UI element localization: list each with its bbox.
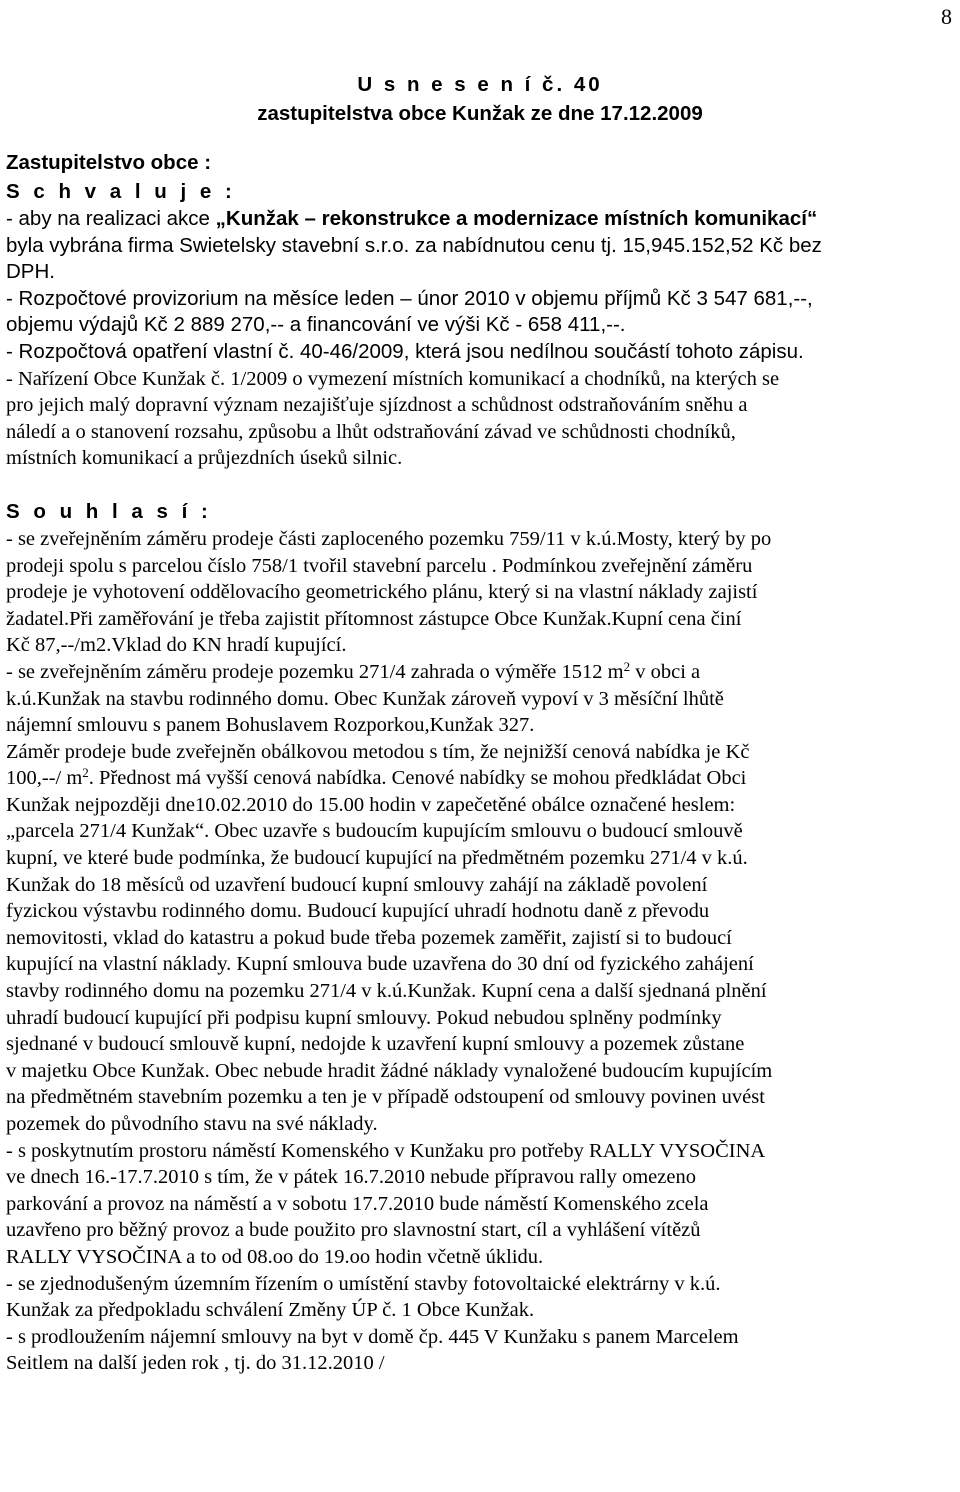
souhlasi-heading: S o u h l a s í :: [6, 499, 212, 523]
souhlasi-item-1: - se zveřejněním záměru prodeje části zaploceného pozemku 759/11 v k.ú.Mosty, který by po prodeji spolu s parcelou číslo 758/1 tvořil stavební parcelu . Podmínkou zveřejnění záměru prodeje je vyhotovení oddělovacího geometrického plánu, který si na vlastní náklady zajistí žadatel.Při zaměřování je třeba zajistit přítomnost zástupce Obce Kunžak.Kupní cena činí Kč 87,--/m2.Vklad do KN hradí kupující.: [6, 527, 772, 657]
title-line-1: U s n e s e n í č. 40: [357, 73, 603, 96]
schvaluje-item-2: - Rozpočtové provizorium na měsíce leden – únor 2010 v objemu příjmů Kč 3 547 681,--, objemu výdajů Kč 2 889 270,-- a financování ve výši Kč - 658 411,--.: [6, 286, 813, 337]
schvaluje-item-4: - Nařízení Obce Kunžak č. 1/2009 o vymezení místních komunikací a chodníků, na kterých se pro jejich malý dopravní význam nezajišťuje sjízdnost a schůdnost odstraňováním sněhu a náledí a o stanovení rozsahu, způsobu a lhůt odstraňování závad ve schůdnosti chodníků, místních komunikací a průjezdních úseků silnic.: [6, 367, 780, 470]
souhlasi-item-4: - se zjednodušeným územním řízením o umístění stavby fotovoltaické elektrárny v k.ú. Kunžak za předpokladu schválení Změny ÚP č. 1 Obce Kunžak.: [6, 1272, 721, 1322]
schvaluje-item-1: - aby na realizaci akce „Kunžak – rekonstrukce a modernizace místních komunikací“ byla vybrána firma Swietelsky stavební s.r.o. za nabídnutou cenu tj. 15,945.152,52 Kč bez DPH.: [6, 207, 822, 284]
page-number: 8: [941, 4, 952, 29]
souhlasi-item-5: - s prodloužením nájemní smlouvy na byt v domě čp. 445 V Kunžaku s panem Marcelem Seitlem na další jeden rok , tj. do 31.12.2010 /: [6, 1325, 739, 1375]
souhlasi-item-2: - se zveřejněním záměru prodeje pozemku 271/4 zahrada o výměře 1512 $m^2$ v obci a k.ú.Kunžak na stavbu rodinného domu. Obec Kunžak zároveň vypoví v 3 měsíční lhůtě nájemní smlouvu s panem Bohuslavem Rozporkou,Kunžak 327. Záměr prodeje bude zveřejněn obálkovou metodou s tím, že nejnižší cenová nabídka je Kč 100,--/ $m^2$. Přednost má vyšší cenová nabídka. Cenové nabídky se mohou předkládat Obci Kunžak nejpozději dne10.02.2010 do 15.00 hodin v zapečetěné obálce označené heslem: „parcela 271/4 Kunžak“. Obec uzavře s budoucím kupujícím smlouvu o budoucí smlouvě kupní, ve které bude podmínka, že budoucí kupující na předmětném pozemku 271/4 v k.ú. Kunžak do 18 měsíců od uzavření budoucí kupní smlouvy zahájí na základě povolení fyzickou výstavbu rodinného domu. Budoucí kupující uhradí hodnotu daně z převodu nemovitosti, vklad do katastru a pokud bude třeba pozemek zaměřit, zajistí si to budoucí kupující na vlastní náklady. Kupní smlouva bude uzavřena do 30 dní od fyzického zahájení stavby rodinného domu na pozemku 271/4 v k.ú.Kunžak. Kupní cena a další sjednaná plnění uhradí budoucí kupující při podpisu kupní smlouvy. Pokud nebudou splněny podmínky sjednané v budoucí smlouvě kupní, nedojde k uzavření kupní smlouvy a pozemek zůstane v majetku Obce Kunžak. Obec nebude hradit žádné náklady vynaložené budoucím kupujícím na předmětném stavebním pozemku a ten je v případě odstoupení od smlouvy povinen uvést pozemek do původního stavu na své náklady.: [6, 658, 773, 1135]
document-title: [6, 70, 954, 128]
project-name: „Kunžak – rekonstrukce a modernizace místních komunikací“: [215, 207, 818, 230]
schvaluje-heading: S c h v a l u j e :: [6, 180, 236, 203]
schvaluje-item-3: - Rozpočtová opatření vlastní č. 40-46/2009, která jsou nedílnou součástí tohoto zápisu.: [6, 339, 804, 363]
council-label: Zastupitelstvo obce :: [6, 151, 212, 174]
souhlasi-item-3: - s poskytnutím prostoru náměstí Komenského v Kunžaku pro potřeby RALLY VYSOČINA ve dnech 16.-17.7.2010 s tím, že v pátek 16.7.2010 nebude přípravou rally omezeno parkování a provoz na náměstí a v sobotu 17.7.2010 bude náměstí Komenského zcela uzavřeno pro běžný provoz a bude použito pro slavnostní start, cíl a vyhlášení vítězů RALLY VYSOČINA a to od 08.oo do 19.oo hodin včetně úklidu.: [6, 1139, 766, 1268]
resolution-document: [6, 70, 954, 1377]
title-line-2: zastupitelstva obce Kunžak ze dne 17.12.2009: [257, 102, 703, 125]
